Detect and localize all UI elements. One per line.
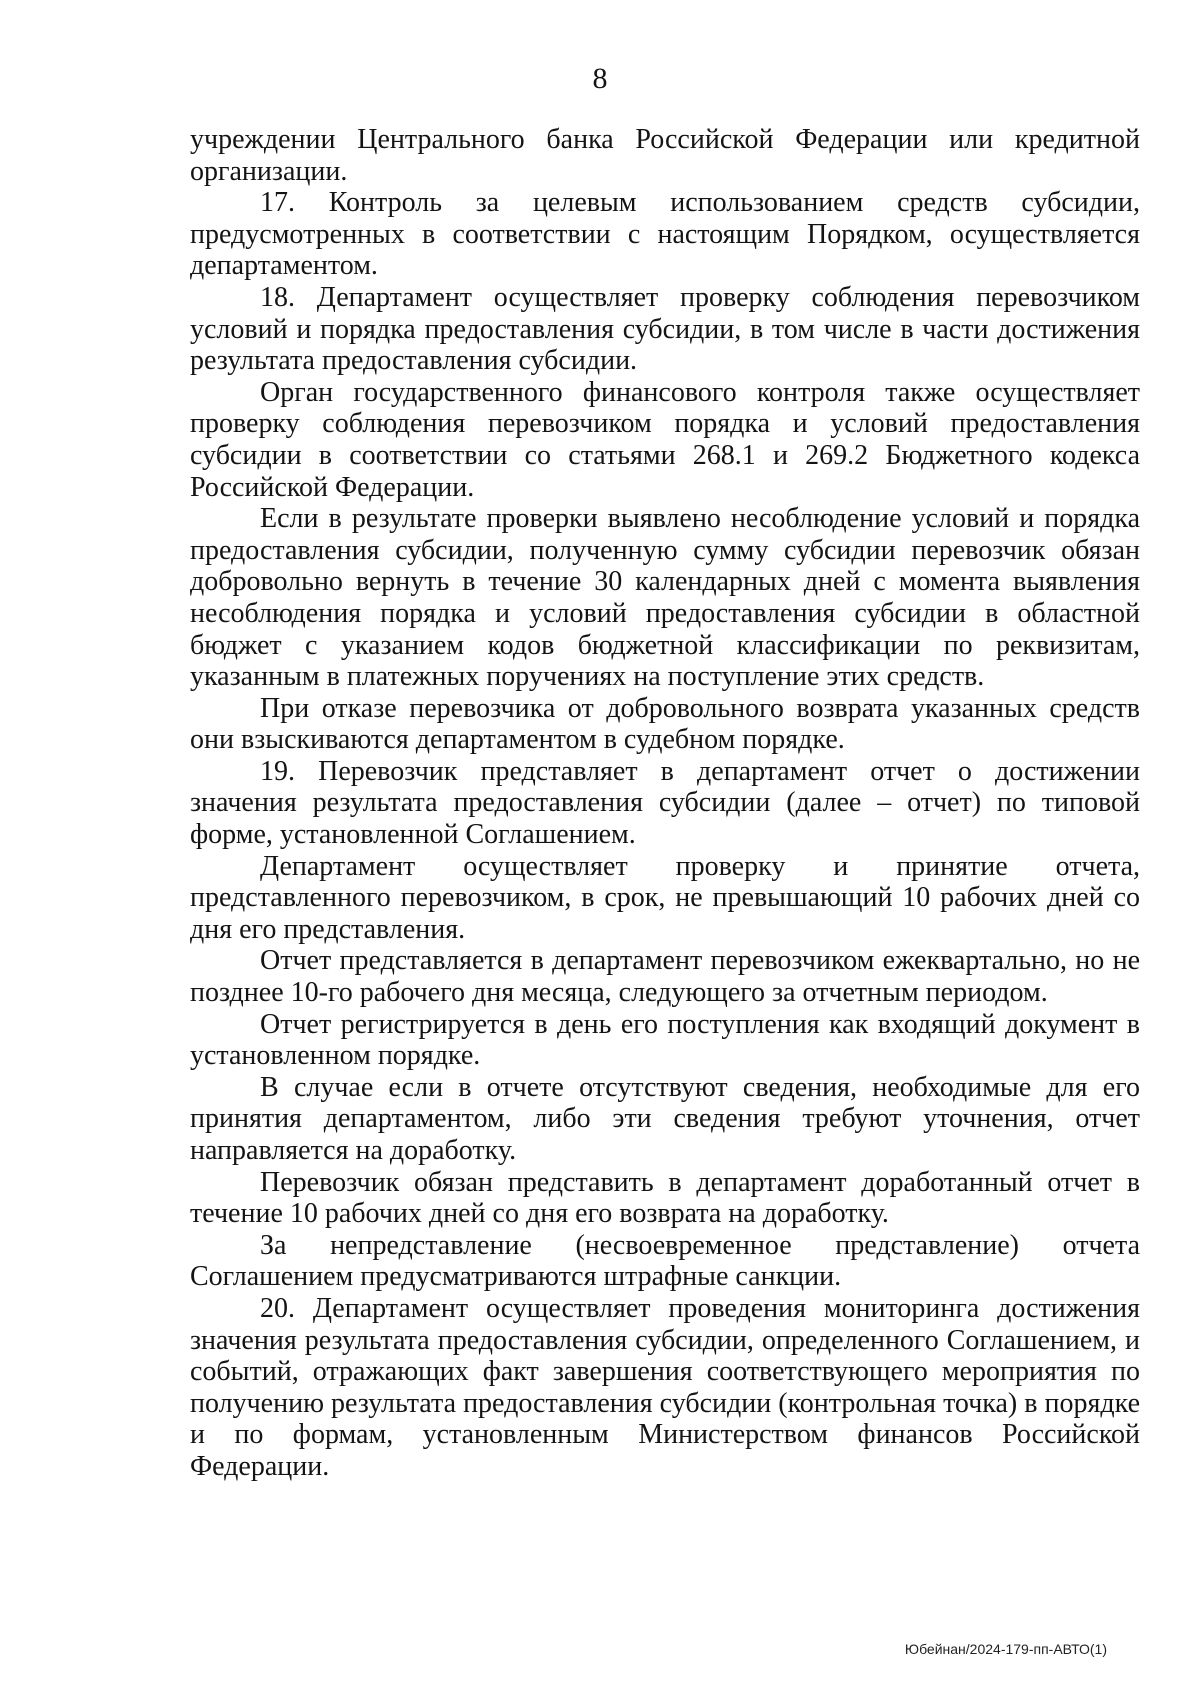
paragraph-revised-report-deadline: Перевозчик обязан представить в департамент доработанный отчет в течение 10 рабочих дней со дня его возврата на доработку. [190, 1166, 1140, 1230]
page-number: 8 [592, 62, 608, 95]
paragraph-continuation: учреждении Центрального банка Российской Федерации или кредитной организации. [190, 124, 1140, 187]
paragraph-financial-control-body: Орган государственного финансового контроля также осуществляет проверку соблюдения перевозчиком порядка и условий предоставления субсидии в соответствии со статьями 268.1 и 269.2 Бюджетного кодекса Российской Федерации. [190, 376, 1140, 503]
paragraph-refund-obligation: Если в результате проверки выявлено несоблюдение условий и порядка предоставления субсидии, полученную сумму субсидии перевозчик обязан добровольно вернуть в течение 30 календарных дней с момента выявления несоблюдения порядка и условий предоставления субсидии в областной бюджет с указанием кодов бюджетной классификации по реквизитам, указанным в платежных поручениях на поступление этих средств. [190, 503, 1140, 693]
paragraph-18-verification: 18. Департамент осуществляет проверку соблюдения перевозчиком условий и порядка предоставления субсидии, в том числе в части достижения результата предоставления субсидии. [190, 281, 1140, 377]
paragraph-report-revision: В случае если в отчете отсутствуют сведения, необходимые для его принятия департаментом, либо эти сведения требуют уточнения, отчет направляется на доработку. [190, 1071, 1140, 1166]
paragraph-court-recovery: При отказе перевозчика от добровольного возврата указанных средств они взыскиваются департаментом в судебном порядке. [190, 692, 1140, 756]
paragraph-report-registration: Отчет регистрируется в день его поступления как входящий документ в установленном порядке. [190, 1008, 1140, 1072]
paragraph-17-control: 17. Контроль за целевым использованием средств субсидии, предусмотренных в соответствии с настоящим Порядком, осуществляется департаментом. [190, 187, 1140, 282]
document-body [190, 124, 1140, 1483]
paragraph-19-report: 19. Перевозчик представляет в департамент отчет о достижении значения результата предоставления субсидии (далее – отчет) по типовой форме, установленной Соглашением. [190, 755, 1140, 851]
paragraph-penalties: За непредставление (несвоевременное представление) отчета Соглашением предусматриваются штрафные санкции. [190, 1229, 1140, 1293]
paragraph-20-monitoring: 20. Департамент осуществляет проведения мониторинга достижения значения результата предоставления субсидии, определенного Соглашением, и событий, отражающих факт завершения соответствующего мероприятия по получению результата предоставления субсидии (контрольная точка) в порядке и по формам, установленным Министерством финансов Российской Федерации. [190, 1292, 1140, 1482]
paragraph-report-schedule: Отчет представляется в департамент перевозчиком ежеквартально, но не позднее 10-го рабочего дня месяца, следующего за отчетным периодом. [190, 945, 1140, 1009]
document-code: Юбейнан/2024-179-пп-АВТО(1) [904, 1641, 1107, 1657]
paragraph-report-review: Департамент осуществляет проверку и принятие отчета, представленного перевозчиком, в срок, не превышающий 10 рабочих дней со дня его представления. [190, 850, 1140, 945]
